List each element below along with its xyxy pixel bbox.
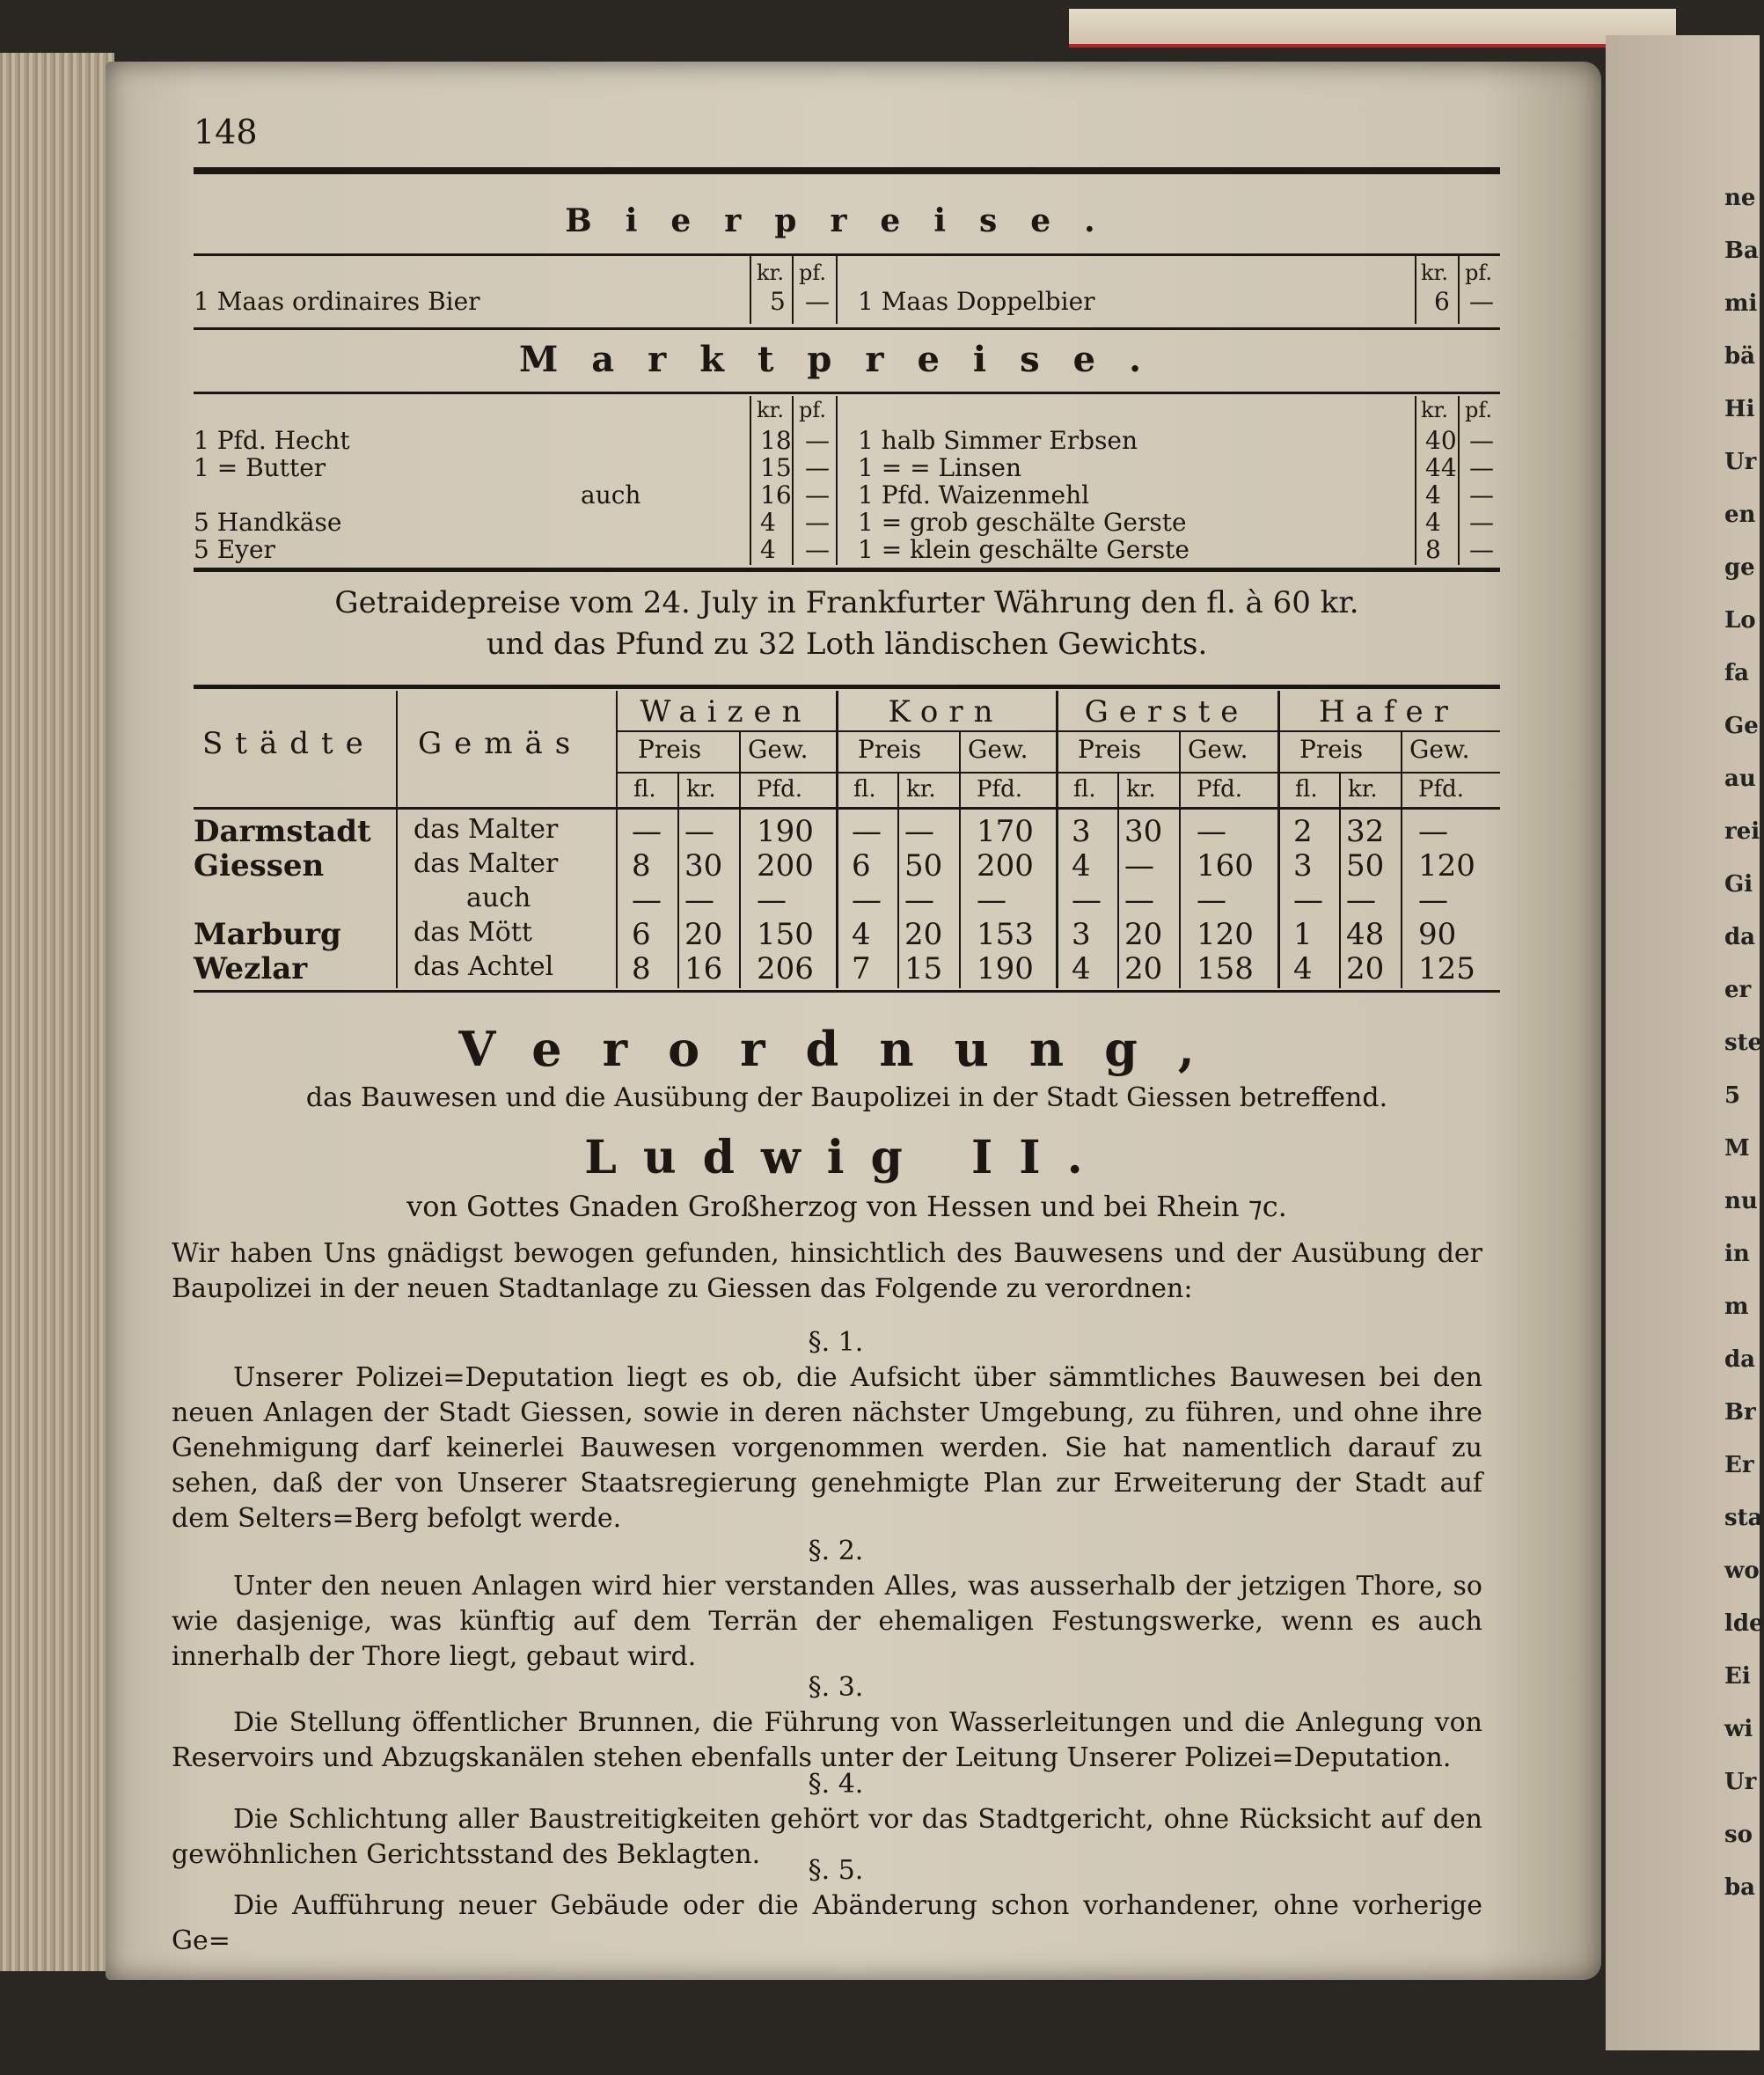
right-page-fragment: Ba bbox=[1724, 238, 1759, 264]
row-value: — bbox=[977, 883, 1006, 918]
row-value: 2 bbox=[1293, 814, 1313, 849]
markt-right-item: 1 Pfd. Waizenmehl bbox=[858, 480, 1090, 510]
markt-right-kr: 4 bbox=[1425, 508, 1441, 537]
right-page-fragment: M bbox=[1724, 1135, 1750, 1162]
markt-rule-top bbox=[194, 392, 1500, 394]
row-value: 1 bbox=[1293, 917, 1313, 952]
gt-hline bbox=[616, 730, 1500, 732]
row-value: 4 bbox=[852, 917, 871, 952]
markt-right-pf: — bbox=[1469, 426, 1494, 455]
markt-right-kr: 8 bbox=[1425, 535, 1441, 564]
gt-vline bbox=[1277, 691, 1280, 988]
row-value: — bbox=[757, 883, 787, 918]
markt-vline bbox=[1458, 396, 1460, 565]
right-page-fragment: da bbox=[1724, 924, 1756, 950]
row-value: — bbox=[1418, 883, 1448, 918]
row-value: — bbox=[1293, 883, 1323, 918]
unit-fl: fl. bbox=[1295, 776, 1318, 803]
sub-gew: Gew. bbox=[748, 735, 809, 764]
bier-vline bbox=[1415, 255, 1416, 324]
markt-left-kr: 4 bbox=[760, 535, 776, 564]
unit-kr: kr. bbox=[686, 776, 716, 803]
row-value: 6 bbox=[632, 917, 651, 952]
bier-vline bbox=[792, 255, 794, 324]
bier-left-pf: — bbox=[805, 287, 830, 316]
markt-rule-bottom bbox=[194, 568, 1500, 572]
getraide-title-2: und das Pfund zu 32 Loth ländischen Gewichts. bbox=[486, 627, 1208, 662]
markt-right-pf: — bbox=[1469, 508, 1494, 537]
markt-left-kr: 16 bbox=[760, 480, 792, 510]
gt-vline bbox=[677, 772, 679, 988]
markt-right-pf: — bbox=[1469, 480, 1494, 510]
markt-vline bbox=[792, 396, 794, 565]
right-page-fragment: er bbox=[1724, 977, 1752, 1003]
row-value: 30 bbox=[684, 848, 723, 884]
grain-header: Waizen bbox=[640, 694, 812, 730]
markt-vline bbox=[750, 396, 751, 565]
right-page-fragment: ne bbox=[1724, 185, 1756, 211]
markt-left-kr: 4 bbox=[760, 508, 776, 537]
bookmark-ribbon bbox=[1069, 9, 1676, 48]
row-value: 200 bbox=[977, 848, 1034, 884]
row-value: — bbox=[632, 814, 662, 849]
row-gemaess: das Mött bbox=[414, 917, 532, 948]
section-text: Die Aufführung neuer Gebäude oder die Abänderung schon vorhandener, ohne vorherige Ge= bbox=[172, 1890, 1482, 1956]
getraide-table bbox=[194, 691, 1500, 990]
row-value: 4 bbox=[1072, 848, 1091, 884]
row-value: 20 bbox=[684, 917, 723, 952]
section-number: §. 5. bbox=[808, 1855, 864, 1886]
row-value: 3 bbox=[1072, 814, 1091, 849]
gt-vline bbox=[897, 772, 899, 988]
right-page-fragment: da bbox=[1724, 1346, 1756, 1373]
sub-gew: Gew. bbox=[968, 735, 1028, 764]
right-page-fragment: Ei bbox=[1724, 1663, 1751, 1690]
right-page-fragment: Hi bbox=[1724, 396, 1755, 422]
right-page-fragment: sta bbox=[1724, 1505, 1763, 1531]
row-value: 8 bbox=[632, 951, 651, 986]
row-value: — bbox=[852, 814, 882, 849]
row-value: 158 bbox=[1197, 951, 1254, 986]
gt-vline bbox=[1339, 772, 1341, 988]
unit-kr: kr. bbox=[1348, 776, 1378, 803]
page-number: 148 bbox=[194, 113, 258, 151]
unit-pfd: Pfd. bbox=[1197, 776, 1243, 803]
right-page-fragment: wo bbox=[1724, 1558, 1760, 1584]
markt-right-item: 1 = klein geschälte Gerste bbox=[858, 535, 1189, 564]
row-value: 3 bbox=[1072, 917, 1091, 952]
gt-vline bbox=[739, 730, 741, 988]
row-stadt: Wezlar bbox=[194, 951, 308, 986]
row-value: — bbox=[1197, 883, 1226, 918]
bier-left-item: 1 Maas ordinaires Bier bbox=[194, 287, 480, 316]
sub-gew: Gew. bbox=[1188, 735, 1248, 764]
row-value: 160 bbox=[1197, 848, 1254, 884]
unit-fl: fl. bbox=[633, 776, 656, 803]
row-value: 20 bbox=[1346, 951, 1385, 986]
row-value: 190 bbox=[757, 814, 814, 849]
unit-fl: fl. bbox=[853, 776, 876, 803]
row-value: 190 bbox=[977, 951, 1034, 986]
col-gemaess: Gemäs bbox=[418, 726, 583, 761]
row-value: 32 bbox=[1346, 814, 1385, 849]
row-value: — bbox=[1197, 814, 1226, 849]
right-page-fragment: lde bbox=[1724, 1610, 1764, 1637]
gt-vline bbox=[1179, 730, 1181, 988]
row-value: — bbox=[904, 814, 934, 849]
markt-left-pf: — bbox=[805, 535, 830, 564]
right-page-fragment: bä bbox=[1724, 343, 1756, 370]
right-page-fragment: 5 bbox=[1724, 1082, 1741, 1109]
row-value: — bbox=[1072, 883, 1102, 918]
markt-left-pf: — bbox=[805, 480, 830, 510]
unit-kr: kr. bbox=[906, 776, 936, 803]
markt-right-pf: — bbox=[1469, 453, 1494, 482]
gt-vline bbox=[959, 730, 961, 988]
row-value: 48 bbox=[1346, 917, 1385, 952]
section-number: §. 1. bbox=[808, 1327, 864, 1358]
row-value: 6 bbox=[852, 848, 871, 884]
row-value: 90 bbox=[1418, 917, 1457, 952]
section-text: Unter den neuen Anlagen wird hier verstanden Alles, was ausserhalb der jetzigen Thore, so wie dasjenige, was künftig auf dem Terrän der ehemaligen Festungswerke, wenn es auch innerhalb der Thore liegt, gebaut wird. bbox=[172, 1571, 1482, 1672]
markt-right-kr: 40 bbox=[1425, 426, 1457, 455]
bier-unit-pf-right: pf. bbox=[1465, 260, 1493, 285]
bier-unit-kr-left: kr. bbox=[757, 260, 785, 285]
row-value: 170 bbox=[977, 814, 1034, 849]
row-value: 200 bbox=[757, 848, 814, 884]
row-value: 7 bbox=[852, 951, 871, 986]
row-value: — bbox=[684, 883, 714, 918]
row-value: 50 bbox=[904, 848, 943, 884]
row-value: — bbox=[1346, 883, 1376, 918]
row-value: 8 bbox=[632, 848, 651, 884]
row-stadt: Marburg bbox=[194, 917, 341, 952]
row-value: 150 bbox=[757, 917, 814, 952]
row-value: 125 bbox=[1418, 951, 1475, 986]
section-text: Die Schlichtung aller Baustreitigkeiten gehört vor das Stadtgericht, ohne Rücksicht auf den gewöhnlichen Gerichtsstand des Beklagten. bbox=[172, 1804, 1482, 1870]
col-staedte: Städte bbox=[202, 726, 376, 761]
bier-vline bbox=[750, 255, 751, 324]
bier-vline bbox=[1458, 255, 1460, 324]
sub-preis: Preis bbox=[858, 735, 922, 764]
markt-left-pf: — bbox=[805, 453, 830, 482]
row-value: 20 bbox=[1124, 951, 1163, 986]
row-value: 153 bbox=[977, 917, 1034, 952]
right-page-fragment: en bbox=[1724, 502, 1756, 528]
sub-preis: Preis bbox=[638, 735, 702, 764]
gt-vline bbox=[616, 691, 618, 988]
unit-kr: kr. bbox=[1126, 776, 1156, 803]
row-value: 50 bbox=[1346, 848, 1385, 884]
grain-header: Hafer bbox=[1319, 694, 1459, 730]
verordnung-title: Verordnung, bbox=[458, 1021, 1235, 1077]
ruler-subtitle: von Gottes Gnaden Großherzog von Hessen und bei Rhein ⁊c. bbox=[406, 1190, 1287, 1223]
row-value: 16 bbox=[684, 951, 723, 986]
unit-pfd: Pfd. bbox=[977, 776, 1023, 803]
row-value: 120 bbox=[1418, 848, 1475, 884]
row-value: 20 bbox=[904, 917, 943, 952]
right-page-fragment: ge bbox=[1724, 554, 1755, 581]
bier-right-item: 1 Maas Doppelbier bbox=[858, 287, 1095, 316]
right-page-fragment: Br bbox=[1724, 1399, 1756, 1426]
verordnung-subtitle: das Bauwesen und die Ausübung der Baupolizei in der Stadt Giessen betreffend. bbox=[305, 1082, 1388, 1113]
sub-gew: Gew. bbox=[1409, 735, 1470, 764]
sub-preis: Preis bbox=[1078, 735, 1142, 764]
bier-title: Bierpreise. bbox=[565, 202, 1129, 239]
row-gemaess: auch bbox=[466, 883, 531, 913]
row-gemaess: das Malter bbox=[414, 848, 559, 879]
section-number: §. 2. bbox=[808, 1536, 864, 1566]
page-edge-stack bbox=[0, 53, 114, 1971]
header-rule bbox=[194, 167, 1500, 174]
markt-title: Marktpreise. bbox=[518, 339, 1175, 380]
gt-hline bbox=[616, 772, 1500, 774]
row-stadt: Darmstadt bbox=[194, 814, 371, 849]
bier-unit-kr-right: kr. bbox=[1421, 260, 1449, 285]
row-gemaess: das Achtel bbox=[414, 951, 554, 982]
markt-table bbox=[194, 396, 1500, 568]
bier-unit-pf-left: pf. bbox=[799, 260, 827, 285]
grain-header: Gerste bbox=[1084, 694, 1249, 730]
unit-pfd: Pfd. bbox=[1418, 776, 1465, 803]
markt-unit-pf-right: pf. bbox=[1465, 398, 1493, 422]
markt-left-item: 5 Handkäse bbox=[194, 508, 342, 537]
unit-pfd: Pfd. bbox=[757, 776, 803, 803]
right-page-fragment: Er bbox=[1724, 1452, 1754, 1478]
gt-vline bbox=[1117, 772, 1119, 988]
right-page-fragment: nu bbox=[1724, 1188, 1758, 1214]
markt-right-kr: 44 bbox=[1425, 453, 1457, 482]
right-page-fragment: Ur bbox=[1724, 449, 1757, 475]
row-value: 20 bbox=[1124, 917, 1163, 952]
right-page-fragment: m bbox=[1724, 1294, 1749, 1320]
section-number: §. 3. bbox=[808, 1672, 864, 1703]
bier-left-kr: 5 bbox=[770, 287, 786, 316]
right-page-fragment: so bbox=[1724, 1822, 1753, 1848]
right-page-fragment: au bbox=[1724, 766, 1756, 792]
right-page-fragment: Gi bbox=[1724, 871, 1753, 898]
row-value: 30 bbox=[1124, 814, 1163, 849]
right-page-fragment: Ur bbox=[1724, 1769, 1757, 1795]
bier-row bbox=[194, 255, 1500, 326]
row-value: 120 bbox=[1197, 917, 1254, 952]
row-value: 4 bbox=[1293, 951, 1313, 986]
markt-left-item: 1 = Butter bbox=[194, 453, 326, 482]
markt-left-kr: 15 bbox=[760, 453, 792, 482]
markt-left-pf: — bbox=[805, 426, 830, 455]
gt-vline bbox=[1056, 691, 1058, 988]
markt-left-kr: 18 bbox=[760, 426, 792, 455]
right-page-fragment: wi bbox=[1724, 1716, 1753, 1742]
markt-vline bbox=[1415, 396, 1416, 565]
gt-vline bbox=[396, 691, 398, 988]
row-value: — bbox=[1124, 848, 1154, 884]
row-value: 15 bbox=[904, 951, 943, 986]
gt-hline bbox=[194, 807, 1500, 810]
section-number: §. 4. bbox=[808, 1769, 864, 1800]
row-value: — bbox=[1418, 814, 1448, 849]
right-page-fragment: mi bbox=[1724, 290, 1758, 317]
bier-vline bbox=[836, 255, 838, 324]
sub-preis: Preis bbox=[1299, 735, 1364, 764]
right-page-edge bbox=[1606, 35, 1764, 2050]
bier-right-pf: — bbox=[1469, 287, 1494, 316]
markt-left-item: 1 Pfd. Hecht bbox=[194, 426, 350, 455]
unit-fl: fl. bbox=[1073, 776, 1096, 803]
row-value: 4 bbox=[1072, 951, 1091, 986]
markt-right-kr: 4 bbox=[1425, 480, 1441, 510]
row-stadt: Giessen bbox=[194, 848, 325, 884]
intro-paragraph: Wir haben Uns gnädigst bewogen gefunden, hinsichtlich des Bauwesens und der Ausübung der Baupolizei in der neuen Stadtanlage zu Giessen das Folgende zu verordnen: bbox=[172, 1238, 1482, 1304]
row-value: — bbox=[852, 883, 882, 918]
right-page-fragment: rei bbox=[1724, 818, 1760, 845]
row-value: — bbox=[684, 814, 714, 849]
getraide-title-1: Getraidepreise vom 24. July in Frankfurter Währung den fl. à 60 kr. bbox=[334, 585, 1359, 620]
ruler-name: Ludwig II. bbox=[584, 1131, 1109, 1184]
markt-left-item: auch bbox=[581, 480, 641, 510]
right-page-fragment: ste bbox=[1724, 1030, 1763, 1056]
markt-vline bbox=[836, 396, 838, 565]
markt-unit-kr-right: kr. bbox=[1421, 398, 1449, 422]
row-value: 3 bbox=[1293, 848, 1313, 884]
markt-unit-pf-left: pf. bbox=[799, 398, 827, 422]
row-gemaess: das Malter bbox=[414, 814, 559, 845]
section-text: Unserer Polizei=Deputation liegt es ob, die Aufsicht über sämmtliches Bauwesen bei den neuen Anlagen der Stadt Giessen, sowie in deren nächster Umgebung, zu führen, und ohne ihre Genehmigung darf keinerlei Bauwesen vorgenommen werden. Sie hat namentlich darauf zu sehen, daß der von Unserer Staatsregierung genehmigte Plan zur Erweiterung der Stadt auf dem Selters=Berg befolgt werde. bbox=[172, 1362, 1482, 1534]
getraide-rule-top bbox=[194, 685, 1500, 689]
right-page-fragment: ba bbox=[1724, 1874, 1756, 1901]
gt-vline bbox=[836, 691, 838, 988]
row-value: — bbox=[1124, 883, 1154, 918]
section-text: Die Stellung öffentlicher Brunnen, die Führung von Wasserleitungen und die Anlegung von Reservoirs und Abzugskanälen stehen ebenfalls unter der Leitung Unserer Polizei=Deputation. bbox=[172, 1707, 1482, 1773]
grain-header: Korn bbox=[888, 694, 1004, 730]
markt-unit-kr-left: kr. bbox=[757, 398, 785, 422]
right-page-fragment: in bbox=[1724, 1241, 1750, 1267]
markt-right-pf: — bbox=[1469, 535, 1494, 564]
getraide-rule-bottom bbox=[194, 990, 1500, 993]
row-value: 206 bbox=[757, 951, 814, 986]
gt-vline bbox=[1401, 730, 1402, 988]
row-value: — bbox=[632, 883, 662, 918]
bier-right-kr: 6 bbox=[1434, 287, 1450, 316]
right-page-fragment: Ge bbox=[1724, 713, 1759, 739]
right-page-fragment: fa bbox=[1724, 660, 1750, 686]
bier-rule-bottom bbox=[194, 327, 1500, 330]
markt-left-pf: — bbox=[805, 508, 830, 537]
markt-right-item: 1 = = Linsen bbox=[858, 453, 1021, 482]
markt-right-item: 1 halb Simmer Erbsen bbox=[858, 426, 1138, 455]
markt-right-item: 1 = grob geschälte Gerste bbox=[858, 508, 1187, 537]
row-value: — bbox=[904, 883, 934, 918]
right-page-fragment: Lo bbox=[1724, 607, 1756, 634]
markt-left-item: 5 Eyer bbox=[194, 535, 275, 564]
